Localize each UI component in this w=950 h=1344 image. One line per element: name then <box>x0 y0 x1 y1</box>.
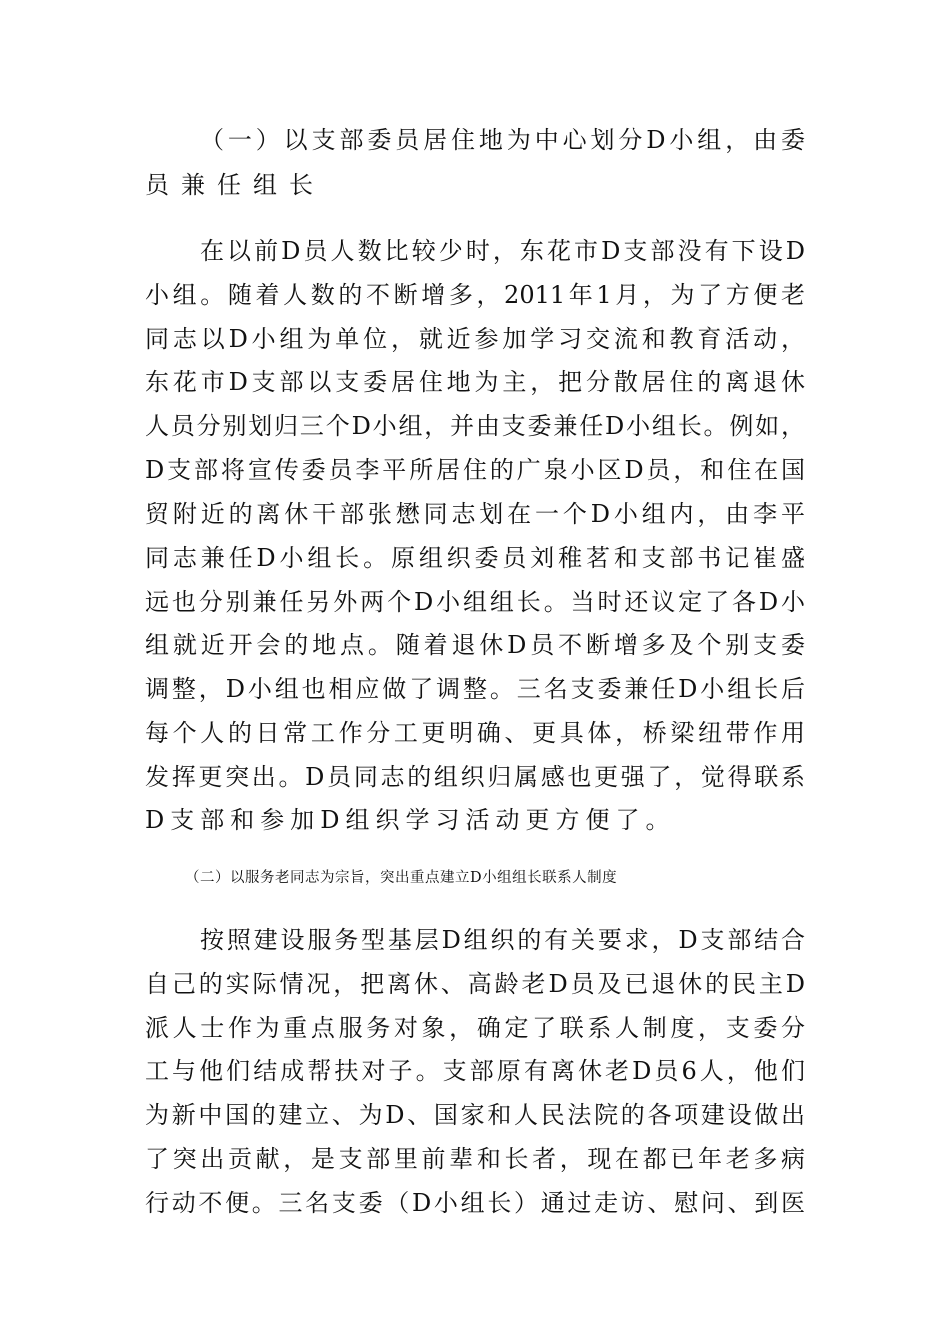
text-line: 为新中国的建立、为D、国家和人民法院的各项建设做出 <box>145 1101 805 1129</box>
heading-line: （一）以支部委员居住地为中心划分D小组，由委 <box>200 126 805 154</box>
text-line: 行动不便。三名支委（D小组长）通过走访、慰问、到医 <box>145 1189 805 1217</box>
text-line: 了突出贡献，是支部里前辈和长者，现在都已年老多病 <box>145 1145 805 1173</box>
text-line: 自己的实际情况，把离休、高龄老D员及已退休的民主D <box>145 970 805 998</box>
text-line: 每个人的日常工作分工更明确、更具体，桥梁纽带作用 <box>145 719 805 747</box>
text-line: 小组。随着人数的不断增多，2011年1月，为了方便老 <box>145 281 805 309</box>
text-line: 东花市D支部以支委居住地为主，把分散居住的离退休 <box>145 368 805 396</box>
heading-line: 员兼任组长 <box>145 171 325 199</box>
text-line: 贸附近的离休干部张懋同志划在一个D小组内，由李平 <box>145 500 805 528</box>
text-line: 同志兼任D小组长。原组织委员刘稚茗和支部书记崔盛 <box>145 544 805 572</box>
text-line: 调整，D小组也相应做了调整。三名支委兼任D小组长后 <box>145 675 805 703</box>
text-line: 人员分别划归三个D小组，并由支委兼任D小组长。例如， <box>145 412 805 440</box>
text-line: 同志以D小组为单位，就近参加学习交流和教育活动， <box>145 325 805 353</box>
text-line: 工与他们结成帮扶对子。支部原有离休老D员6人，他们 <box>145 1057 805 1085</box>
text-line: 远也分别兼任另外两个D小组组长。当时还议定了各D小 <box>145 588 805 616</box>
text-line: 在以前D员人数比较少时，东花市D支部没有下设D <box>200 237 805 265</box>
text-line: 按照建设服务型基层D组织的有关要求，D支部结合 <box>200 926 805 954</box>
text-line: 发挥更突出。D员同志的组织归属感也更强了，觉得联系 <box>145 763 805 791</box>
text-line: D支部和参加D组织学习活动更方便了。 <box>145 806 676 834</box>
text-line: D支部将宣传委员李平所居住的广泉小区D员，和住在国 <box>145 456 805 484</box>
text-line: 组就近开会的地点。随着退休D员不断增多及个别支委 <box>145 631 805 659</box>
section-heading-2: （二）以服务老同志为宗旨，突出重点建立D小组组长联系人制度 <box>185 870 618 886</box>
text-line: 派人士作为重点服务对象，确定了联系人制度，支委分 <box>145 1014 805 1042</box>
